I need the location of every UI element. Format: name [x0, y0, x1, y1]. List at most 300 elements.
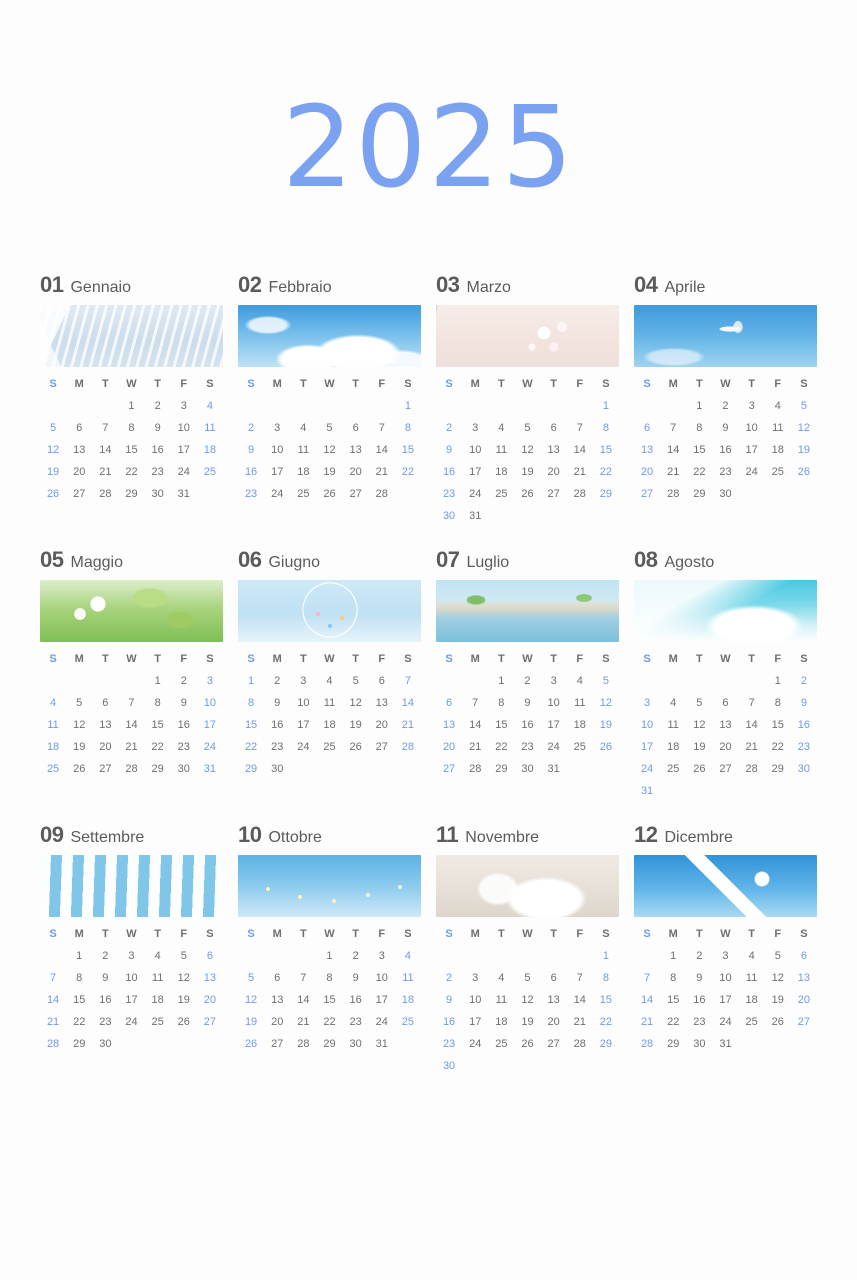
- day-cell[interactable]: 7: [404, 675, 411, 687]
- day-cell[interactable]: 8: [404, 422, 411, 434]
- day-cell[interactable]: 16: [442, 1016, 456, 1028]
- day-cell[interactable]: 15: [599, 994, 613, 1006]
- day-cell[interactable]: 21: [667, 466, 680, 478]
- day-cell[interactable]: 17: [375, 994, 388, 1006]
- day-cell[interactable]: 25: [745, 1016, 758, 1028]
- day-cell[interactable]: 10: [125, 972, 138, 984]
- day-cell[interactable]: 26: [521, 1038, 534, 1050]
- day-cell[interactable]: 13: [547, 444, 560, 456]
- day-cell[interactable]: 26: [323, 488, 336, 500]
- day-cell[interactable]: 25: [203, 466, 217, 478]
- day-cell[interactable]: 24: [203, 741, 217, 753]
- day-cell[interactable]: 2: [352, 950, 359, 962]
- day-cell[interactable]: 2: [800, 675, 807, 687]
- day-cell[interactable]: 7: [300, 972, 307, 984]
- day-cell[interactable]: 9: [352, 972, 359, 984]
- day-cell[interactable]: 5: [352, 675, 359, 687]
- day-cell[interactable]: 2: [446, 422, 453, 434]
- day-cell[interactable]: 25: [297, 488, 310, 500]
- day-cell[interactable]: 4: [498, 972, 505, 984]
- day-cell[interactable]: 27: [442, 763, 456, 775]
- day-cell[interactable]: 27: [99, 763, 112, 775]
- day-cell[interactable]: 3: [378, 950, 385, 962]
- day-cell[interactable]: 18: [323, 719, 336, 731]
- day-cell[interactable]: 4: [154, 950, 161, 962]
- day-cell[interactable]: 25: [495, 1038, 508, 1050]
- day-cell[interactable]: 15: [73, 994, 86, 1006]
- day-cell[interactable]: 5: [248, 972, 255, 984]
- day-cell[interactable]: 11: [574, 697, 586, 709]
- day-cell[interactable]: 22: [244, 741, 258, 753]
- day-cell[interactable]: 26: [349, 741, 362, 753]
- day-cell[interactable]: 16: [442, 466, 456, 478]
- day-cell[interactable]: 26: [46, 488, 60, 500]
- day-cell[interactable]: 5: [524, 422, 531, 434]
- day-cell[interactable]: 20: [547, 1016, 560, 1028]
- day-cell[interactable]: 19: [521, 1016, 534, 1028]
- day-cell[interactable]: 22: [401, 466, 415, 478]
- day-cell[interactable]: 12: [244, 994, 258, 1006]
- day-cell[interactable]: 17: [547, 719, 560, 731]
- day-cell[interactable]: 8: [774, 697, 781, 709]
- day-cell[interactable]: 31: [469, 510, 482, 522]
- day-cell[interactable]: 10: [375, 972, 388, 984]
- day-cell[interactable]: 27: [73, 488, 86, 500]
- day-cell[interactable]: 29: [771, 763, 784, 775]
- day-cell[interactable]: 14: [667, 444, 680, 456]
- day-cell[interactable]: 21: [375, 466, 388, 478]
- day-cell[interactable]: 8: [670, 972, 677, 984]
- day-cell[interactable]: 8: [602, 422, 609, 434]
- day-cell[interactable]: 5: [524, 972, 531, 984]
- day-cell[interactable]: 21: [573, 1016, 586, 1028]
- day-cell[interactable]: 1: [696, 400, 703, 412]
- day-cell[interactable]: 30: [271, 763, 284, 775]
- day-cell[interactable]: 31: [547, 763, 560, 775]
- day-cell[interactable]: 6: [800, 950, 807, 962]
- day-cell[interactable]: 17: [203, 719, 217, 731]
- day-cell[interactable]: 28: [573, 1038, 586, 1050]
- day-cell[interactable]: 31: [177, 488, 190, 500]
- day-cell[interactable]: 22: [667, 1016, 680, 1028]
- day-cell[interactable]: 24: [297, 741, 310, 753]
- day-cell[interactable]: 1: [602, 950, 609, 962]
- day-cell[interactable]: 6: [446, 697, 453, 709]
- day-cell[interactable]: 24: [469, 488, 482, 500]
- day-cell[interactable]: 11: [47, 719, 59, 731]
- day-cell[interactable]: 16: [244, 466, 258, 478]
- day-cell[interactable]: 18: [745, 994, 758, 1006]
- day-cell[interactable]: 15: [693, 444, 706, 456]
- day-cell[interactable]: 13: [547, 994, 560, 1006]
- day-cell[interactable]: 26: [73, 763, 86, 775]
- day-cell[interactable]: 29: [599, 488, 613, 500]
- day-cell[interactable]: 22: [599, 466, 613, 478]
- day-cell[interactable]: 24: [745, 466, 758, 478]
- day-cell[interactable]: 22: [599, 1016, 613, 1028]
- day-cell[interactable]: 27: [271, 1038, 284, 1050]
- day-cell[interactable]: 10: [547, 697, 560, 709]
- day-cell[interactable]: 6: [722, 697, 729, 709]
- day-cell[interactable]: 2: [446, 972, 453, 984]
- day-cell[interactable]: 4: [50, 697, 57, 709]
- day-cell[interactable]: 3: [274, 422, 281, 434]
- day-cell[interactable]: 26: [177, 1016, 190, 1028]
- day-cell[interactable]: 21: [99, 466, 112, 478]
- day-cell[interactable]: 17: [469, 1016, 482, 1028]
- day-cell[interactable]: 26: [797, 466, 811, 478]
- day-cell[interactable]: 3: [206, 675, 213, 687]
- day-cell[interactable]: 15: [323, 994, 336, 1006]
- day-cell[interactable]: 9: [180, 697, 187, 709]
- day-cell[interactable]: 14: [125, 719, 138, 731]
- day-cell[interactable]: 17: [640, 741, 654, 753]
- day-cell[interactable]: 17: [719, 994, 732, 1006]
- day-cell[interactable]: 6: [378, 675, 385, 687]
- day-cell[interactable]: 7: [576, 972, 583, 984]
- day-cell[interactable]: 31: [719, 1038, 732, 1050]
- day-cell[interactable]: 13: [349, 444, 362, 456]
- day-cell[interactable]: 17: [469, 466, 482, 478]
- day-cell[interactable]: 11: [323, 697, 336, 709]
- day-cell[interactable]: 8: [498, 697, 505, 709]
- day-cell[interactable]: 4: [670, 697, 677, 709]
- day-cell[interactable]: 21: [573, 466, 586, 478]
- day-cell[interactable]: 12: [349, 697, 362, 709]
- day-cell[interactable]: 28: [125, 763, 138, 775]
- day-cell[interactable]: 18: [151, 994, 164, 1006]
- day-cell[interactable]: 27: [349, 488, 362, 500]
- day-cell[interactable]: 22: [323, 1016, 336, 1028]
- day-cell[interactable]: 9: [722, 422, 729, 434]
- day-cell[interactable]: 21: [297, 1016, 310, 1028]
- day-cell[interactable]: 26: [244, 1038, 258, 1050]
- day-cell[interactable]: 9: [102, 972, 109, 984]
- day-cell[interactable]: 6: [274, 972, 281, 984]
- day-cell[interactable]: 9: [524, 697, 531, 709]
- day-cell[interactable]: 19: [521, 466, 534, 478]
- day-cell[interactable]: 3: [748, 400, 755, 412]
- day-cell[interactable]: 14: [375, 444, 388, 456]
- day-cell[interactable]: 8: [154, 697, 161, 709]
- day-cell[interactable]: 19: [46, 466, 60, 478]
- day-cell[interactable]: 19: [73, 741, 86, 753]
- day-cell[interactable]: 21: [469, 741, 482, 753]
- day-cell[interactable]: 3: [644, 697, 651, 709]
- day-cell[interactable]: 7: [102, 422, 109, 434]
- day-cell[interactable]: 14: [401, 697, 415, 709]
- day-cell[interactable]: 5: [602, 675, 609, 687]
- day-cell[interactable]: 23: [151, 466, 164, 478]
- day-cell[interactable]: 23: [271, 741, 284, 753]
- day-cell[interactable]: 8: [76, 972, 83, 984]
- day-cell[interactable]: 14: [99, 444, 112, 456]
- day-cell[interactable]: 31: [203, 763, 217, 775]
- day-cell[interactable]: 5: [76, 697, 83, 709]
- day-cell[interactable]: 23: [693, 1016, 706, 1028]
- day-cell[interactable]: 10: [271, 444, 284, 456]
- day-cell[interactable]: 22: [151, 741, 164, 753]
- day-cell[interactable]: 3: [722, 950, 729, 962]
- day-cell[interactable]: 1: [602, 400, 609, 412]
- day-cell[interactable]: 11: [297, 444, 310, 456]
- day-cell[interactable]: 28: [46, 1038, 60, 1050]
- day-cell[interactable]: 28: [297, 1038, 310, 1050]
- day-cell[interactable]: 17: [745, 444, 758, 456]
- day-cell[interactable]: 11: [495, 994, 508, 1006]
- day-cell[interactable]: 23: [442, 1038, 456, 1050]
- day-cell[interactable]: 25: [401, 1016, 415, 1028]
- day-cell[interactable]: 24: [177, 466, 190, 478]
- day-cell[interactable]: 19: [244, 1016, 258, 1028]
- day-cell[interactable]: 21: [46, 1016, 60, 1028]
- day-cell[interactable]: 7: [748, 697, 755, 709]
- day-cell[interactable]: 29: [73, 1038, 86, 1050]
- day-cell[interactable]: 30: [99, 1038, 112, 1050]
- day-cell[interactable]: 29: [599, 1038, 613, 1050]
- day-cell[interactable]: 31: [640, 785, 654, 797]
- day-cell[interactable]: 24: [547, 741, 560, 753]
- day-cell[interactable]: 13: [719, 719, 732, 731]
- day-cell[interactable]: 8: [696, 422, 703, 434]
- day-cell[interactable]: 23: [719, 466, 732, 478]
- day-cell[interactable]: 18: [401, 994, 415, 1006]
- day-cell[interactable]: 21: [401, 719, 415, 731]
- day-cell[interactable]: 18: [573, 719, 586, 731]
- day-cell[interactable]: 13: [640, 444, 654, 456]
- day-cell[interactable]: 20: [271, 1016, 284, 1028]
- day-cell[interactable]: 19: [323, 466, 336, 478]
- day-cell[interactable]: 19: [693, 741, 706, 753]
- day-cell[interactable]: 4: [748, 950, 755, 962]
- day-cell[interactable]: 28: [99, 488, 112, 500]
- day-cell[interactable]: 10: [297, 697, 310, 709]
- day-cell[interactable]: 2: [722, 400, 729, 412]
- day-cell[interactable]: 3: [472, 972, 479, 984]
- day-cell[interactable]: 27: [719, 763, 732, 775]
- day-cell[interactable]: 3: [550, 675, 557, 687]
- day-cell[interactable]: 21: [125, 741, 138, 753]
- day-cell[interactable]: 11: [772, 422, 784, 434]
- day-cell[interactable]: 4: [326, 675, 333, 687]
- day-cell[interactable]: 12: [771, 972, 784, 984]
- day-cell[interactable]: 29: [693, 488, 706, 500]
- day-cell[interactable]: 12: [797, 422, 811, 434]
- day-cell[interactable]: 13: [375, 697, 388, 709]
- day-cell[interactable]: 16: [797, 719, 811, 731]
- day-cell[interactable]: 28: [573, 488, 586, 500]
- day-cell[interactable]: 25: [667, 763, 680, 775]
- day-cell[interactable]: 3: [180, 400, 187, 412]
- day-cell[interactable]: 7: [128, 697, 135, 709]
- day-cell[interactable]: 5: [180, 950, 187, 962]
- day-cell[interactable]: 13: [271, 994, 284, 1006]
- day-cell[interactable]: 24: [640, 763, 654, 775]
- day-cell[interactable]: 2: [696, 950, 703, 962]
- day-cell[interactable]: 10: [640, 719, 654, 731]
- day-cell[interactable]: 17: [177, 444, 190, 456]
- day-cell[interactable]: 11: [667, 719, 679, 731]
- day-cell[interactable]: 14: [46, 994, 60, 1006]
- day-cell[interactable]: 1: [498, 675, 505, 687]
- day-cell[interactable]: 4: [404, 950, 411, 962]
- day-cell[interactable]: 23: [797, 741, 811, 753]
- day-cell[interactable]: 29: [667, 1038, 680, 1050]
- day-cell[interactable]: 10: [469, 994, 482, 1006]
- day-cell[interactable]: 25: [771, 466, 784, 478]
- day-cell[interactable]: 15: [244, 719, 258, 731]
- day-cell[interactable]: 23: [521, 741, 534, 753]
- day-cell[interactable]: 5: [50, 422, 57, 434]
- day-cell[interactable]: 9: [696, 972, 703, 984]
- day-cell[interactable]: 1: [404, 400, 411, 412]
- day-cell[interactable]: 23: [244, 488, 258, 500]
- day-cell[interactable]: 9: [446, 444, 453, 456]
- day-cell[interactable]: 24: [125, 1016, 138, 1028]
- day-cell[interactable]: 19: [599, 719, 613, 731]
- day-cell[interactable]: 20: [349, 466, 362, 478]
- day-cell[interactable]: 4: [576, 675, 583, 687]
- day-cell[interactable]: 29: [151, 763, 164, 775]
- day-cell[interactable]: 12: [521, 994, 534, 1006]
- day-cell[interactable]: 18: [667, 741, 680, 753]
- day-cell[interactable]: 16: [521, 719, 534, 731]
- day-cell[interactable]: 1: [76, 950, 83, 962]
- day-cell[interactable]: 7: [644, 972, 651, 984]
- day-cell[interactable]: 10: [203, 697, 217, 709]
- day-cell[interactable]: 20: [640, 466, 654, 478]
- day-cell[interactable]: 22: [771, 741, 784, 753]
- day-cell[interactable]: 2: [180, 675, 187, 687]
- day-cell[interactable]: 26: [693, 763, 706, 775]
- day-cell[interactable]: 23: [349, 1016, 362, 1028]
- day-cell[interactable]: 2: [154, 400, 161, 412]
- day-cell[interactable]: 12: [177, 972, 190, 984]
- day-cell[interactable]: 27: [203, 1016, 217, 1028]
- day-cell[interactable]: 14: [745, 719, 758, 731]
- day-cell[interactable]: 15: [667, 994, 680, 1006]
- day-cell[interactable]: 31: [375, 1038, 388, 1050]
- day-cell[interactable]: 14: [640, 994, 654, 1006]
- day-cell[interactable]: 20: [797, 994, 811, 1006]
- day-cell[interactable]: 6: [550, 972, 557, 984]
- day-cell[interactable]: 6: [550, 422, 557, 434]
- day-cell[interactable]: 27: [640, 488, 654, 500]
- day-cell[interactable]: 2: [248, 422, 255, 434]
- day-cell[interactable]: 18: [495, 466, 508, 478]
- day-cell[interactable]: 1: [128, 400, 135, 412]
- day-cell[interactable]: 13: [99, 719, 112, 731]
- day-cell[interactable]: 22: [495, 741, 508, 753]
- day-cell[interactable]: 30: [521, 763, 534, 775]
- day-cell[interactable]: 29: [323, 1038, 336, 1050]
- day-cell[interactable]: 1: [154, 675, 161, 687]
- day-cell[interactable]: 24: [719, 1016, 732, 1028]
- day-cell[interactable]: 20: [73, 466, 86, 478]
- day-cell[interactable]: 10: [469, 444, 482, 456]
- day-cell[interactable]: 25: [151, 1016, 164, 1028]
- day-cell[interactable]: 8: [602, 972, 609, 984]
- day-cell[interactable]: 13: [797, 972, 811, 984]
- day-cell[interactable]: 14: [469, 719, 482, 731]
- day-cell[interactable]: 16: [349, 994, 362, 1006]
- day-cell[interactable]: 30: [442, 1060, 456, 1072]
- day-cell[interactable]: 9: [446, 994, 453, 1006]
- day-cell[interactable]: 1: [326, 950, 333, 962]
- day-cell[interactable]: 9: [154, 422, 161, 434]
- day-cell[interactable]: 23: [99, 1016, 112, 1028]
- day-cell[interactable]: 10: [719, 972, 732, 984]
- day-cell[interactable]: 6: [76, 422, 83, 434]
- day-cell[interactable]: 18: [297, 466, 310, 478]
- day-cell[interactable]: 13: [73, 444, 86, 456]
- day-cell[interactable]: 30: [349, 1038, 362, 1050]
- day-cell[interactable]: 30: [177, 763, 190, 775]
- day-cell[interactable]: 6: [102, 697, 109, 709]
- day-cell[interactable]: 25: [573, 741, 586, 753]
- day-cell[interactable]: 26: [771, 1016, 784, 1028]
- day-cell[interactable]: 7: [50, 972, 57, 984]
- day-cell[interactable]: 24: [469, 1038, 482, 1050]
- day-cell[interactable]: 27: [547, 488, 560, 500]
- day-cell[interactable]: 27: [797, 1016, 811, 1028]
- day-cell[interactable]: 17: [125, 994, 138, 1006]
- day-cell[interactable]: 20: [99, 741, 112, 753]
- day-cell[interactable]: 10: [177, 422, 190, 434]
- day-cell[interactable]: 18: [495, 1016, 508, 1028]
- day-cell[interactable]: 19: [349, 719, 362, 731]
- day-cell[interactable]: 2: [524, 675, 531, 687]
- day-cell[interactable]: 30: [693, 1038, 706, 1050]
- day-cell[interactable]: 4: [774, 400, 781, 412]
- day-cell[interactable]: 19: [177, 994, 190, 1006]
- day-cell[interactable]: 24: [271, 488, 284, 500]
- day-cell[interactable]: 22: [693, 466, 706, 478]
- day-cell[interactable]: 18: [46, 741, 60, 753]
- day-cell[interactable]: 23: [177, 741, 190, 753]
- day-cell[interactable]: 14: [297, 994, 310, 1006]
- day-cell[interactable]: 15: [151, 719, 164, 731]
- day-cell[interactable]: 4: [206, 400, 213, 412]
- day-cell[interactable]: 12: [521, 444, 534, 456]
- day-cell[interactable]: 18: [771, 444, 784, 456]
- day-cell[interactable]: 26: [599, 741, 613, 753]
- day-cell[interactable]: 20: [375, 719, 388, 731]
- day-cell[interactable]: 6: [352, 422, 359, 434]
- day-cell[interactable]: 7: [378, 422, 385, 434]
- day-cell[interactable]: 19: [797, 444, 811, 456]
- day-cell[interactable]: 28: [745, 763, 758, 775]
- day-cell[interactable]: 9: [800, 697, 807, 709]
- day-cell[interactable]: 12: [693, 719, 706, 731]
- day-cell[interactable]: 15: [125, 444, 138, 456]
- day-cell[interactable]: 20: [719, 741, 732, 753]
- day-cell[interactable]: 12: [323, 444, 336, 456]
- day-cell[interactable]: 25: [46, 763, 60, 775]
- day-cell[interactable]: 6: [644, 422, 651, 434]
- day-cell[interactable]: 26: [521, 488, 534, 500]
- day-cell[interactable]: 3: [472, 422, 479, 434]
- day-cell[interactable]: 3: [128, 950, 135, 962]
- day-cell[interactable]: 1: [248, 675, 255, 687]
- day-cell[interactable]: 7: [576, 422, 583, 434]
- day-cell[interactable]: 11: [745, 972, 758, 984]
- day-cell[interactable]: 28: [401, 741, 415, 753]
- day-cell[interactable]: 23: [442, 488, 456, 500]
- day-cell[interactable]: 12: [599, 697, 613, 709]
- day-cell[interactable]: 15: [401, 444, 415, 456]
- day-cell[interactable]: 16: [99, 994, 112, 1006]
